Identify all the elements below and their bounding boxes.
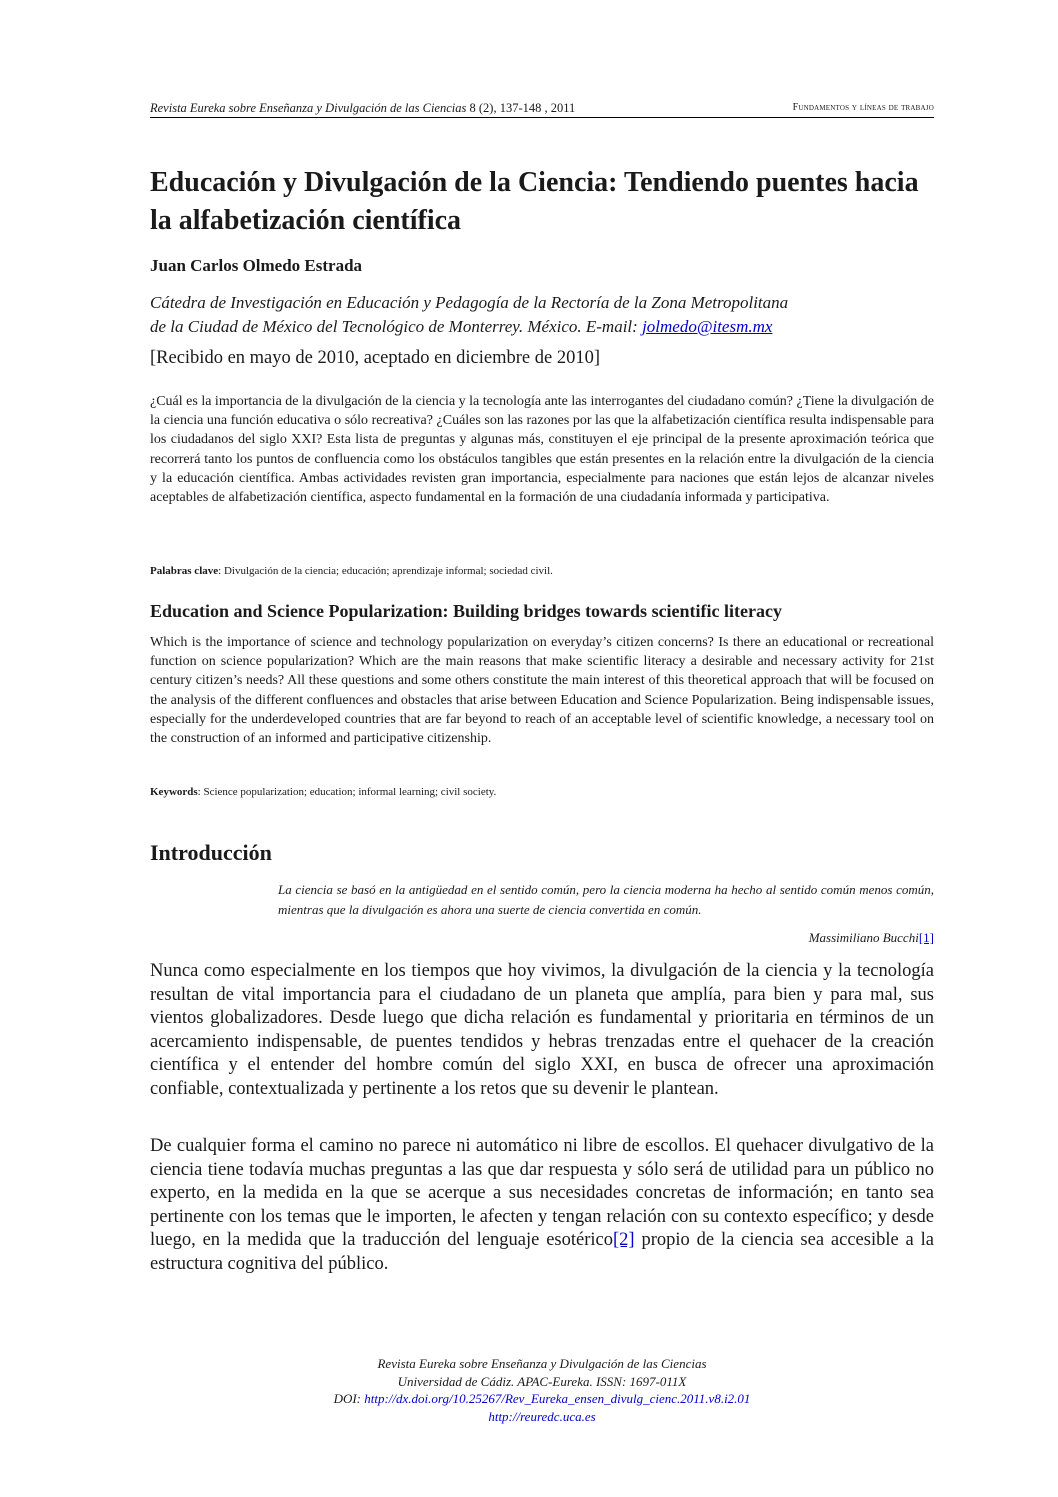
email-link[interactable]: jolmedo@itesm.mx: [642, 317, 773, 336]
author-name: Juan Carlos Olmedo Estrada: [150, 256, 363, 275]
citation: 8 (2), 137-148 , 2011: [466, 101, 576, 115]
affiliation-line-2: de la Ciudad de México del Tecnológico de Monterrey. México. E-mail: jolmedo@itesm.mx: [150, 317, 773, 336]
keywords-es-label: Palabras clave: [150, 565, 219, 577]
keywords-es: Palabras clave: Divulgación de la ciencia; educación; aprendizaje informal; sociedad civil.: [150, 565, 553, 577]
received-dates: [Recibido en mayo de 2010, aceptado en diciembre de 2010]: [150, 348, 601, 368]
doi-link[interactable]: http://dx.doi.org/10.25267/Rev_Eureka_ensen_divulg_cienc.2011.v8.i2.01: [364, 1391, 751, 1406]
section-heading: Introducción: [150, 840, 272, 865]
body-paragraph-1: Nunca como especialmente en los tiempos que hoy vivimos, la divulgación de la ciencia y la tecnología resultan de vital importancia para el ciudadano de un planeta que amplía, para bien y para mal, sus vientos globalizadores. Desde luego que dicha relación es fundamental y prioritaria en términos de un acercamiento indispensable, de puentes tendidos y hebras trenzadas entre el quehacer de la creación científica y el entender del hombre común del siglo XXI, en busca de ofrecer una aproximación confiable, contextualizada y pertinente a los retos que su devenir le plantean.: [150, 961, 934, 1099]
epigraph: La ciencia se basó en la antigüedad en el sentido común, pero la ciencia moderna ha hecho al sentido común menos común, mientras que la divulgación es ahora una suerte de ciencia convertida en común.: [278, 882, 934, 917]
header-divider: [150, 117, 934, 118]
section-label: Fundamentos y líneas de trabajo: [792, 102, 934, 113]
body-paragraph-2: De cualquier forma el camino no parece ni automático ni libre de escollos. El quehacer divulgativo de la ciencia tiene todavía muchas preguntas a las que dar respuesta y sólo será de utilidad para un público no experto, en la medida en la que se acerque a sus necesidades concretas de información; en tanto sea pertinente con los temas que le importen, le afecten y tengan relación con su contexto específico; y desde luego, en la medida que la traducción del lenguaje esotérico[2] propio de la ciencia sea accesible a la estructura cognitiva del público.: [150, 1136, 934, 1274]
abstract-en: Which is the importance of science and technology popularization on everyday’s citizen concerns? Is there an educational or recreational function on science popularization? Which are the main reasons that make scientific literacy a desirable and necessary activity for 21st century citizen’s needs? All these questions and some others constitute the main interest of this theoretical approach that will be focused on the analysis of the different confluences and obstacles that arise between Education and Science Popularization. Being indispensable issues, especially for the underdeveloped countries that are far beyond to reach of an acceptable level of scientific knowledge, a necessary tool on the construction of an informed and participative citizenship.: [150, 635, 934, 747]
page-footer: [150, 1355, 934, 1425]
footnote-link-1[interactable]: [1]: [918, 930, 934, 945]
footnote-link-2[interactable]: [2]: [613, 1230, 635, 1250]
footer-doi: DOI: http://dx.doi.org/10.25267/Rev_Eureka_ensen_divulg_cienc.2011.v8.i2.01: [333, 1391, 751, 1406]
article-title: Educación y Divulgación de la Ciencia: Tendiendo puentes hacia la alfabetización científica: [150, 167, 919, 236]
site-link[interactable]: http://reuredc.uca.es: [488, 1408, 596, 1424]
running-header: [150, 101, 575, 116]
affiliation-line-1: Cátedra de Investigación en Educación y Pedagogía de la Rectoría de la Zona Metropolitana: [150, 293, 789, 312]
journal-name: Revista Eureka sobre Enseñanza y Divulgación de las Ciencias: [150, 101, 467, 115]
epigraph-author: Massimiliano Bucchi[1]: [808, 930, 934, 945]
affiliation: [150, 291, 934, 339]
english-title: Education and Science Popularization: Building bridges towards scientific literacy: [150, 601, 783, 621]
footer-journal: Revista Eureka sobre Enseñanza y Divulgación de las Ciencias: [377, 1356, 707, 1371]
abstract-es: ¿Cuál es la importancia de la divulgación de la ciencia y la tecnología ante las interrogantes del ciudadano común? ¿Tiene la divulgación de la ciencia una función educativa o sólo recreativa? ¿Cuáles son las razones por las que la alfabetización científica resulta indispensable para los ciudadanos del siglo XXI? Esta lista de preguntas y algunas más, constituyen el eje principal de la presente aproximación teórica que recorrerá tanto los puntos de confluencia como los obstáculos tangibles que están presentes en la relación entre la divulgación de la ciencia y la educación científica. Ambas actividades revisten gran importancia, especialmente para naciones que están lejos de alcanzar niveles aceptables de alfabetización científica, aspecto fundamental en la formación de una ciudadanía informada y participativa.: [150, 394, 934, 506]
keywords-en: Keywords: Science popularization; education; informal learning; civil society.: [150, 786, 497, 798]
keywords-en-label: Keywords: [150, 786, 198, 798]
footer-publisher: Universidad de Cádiz. APAC-Eureka. ISSN: 1697-011X: [397, 1373, 687, 1389]
